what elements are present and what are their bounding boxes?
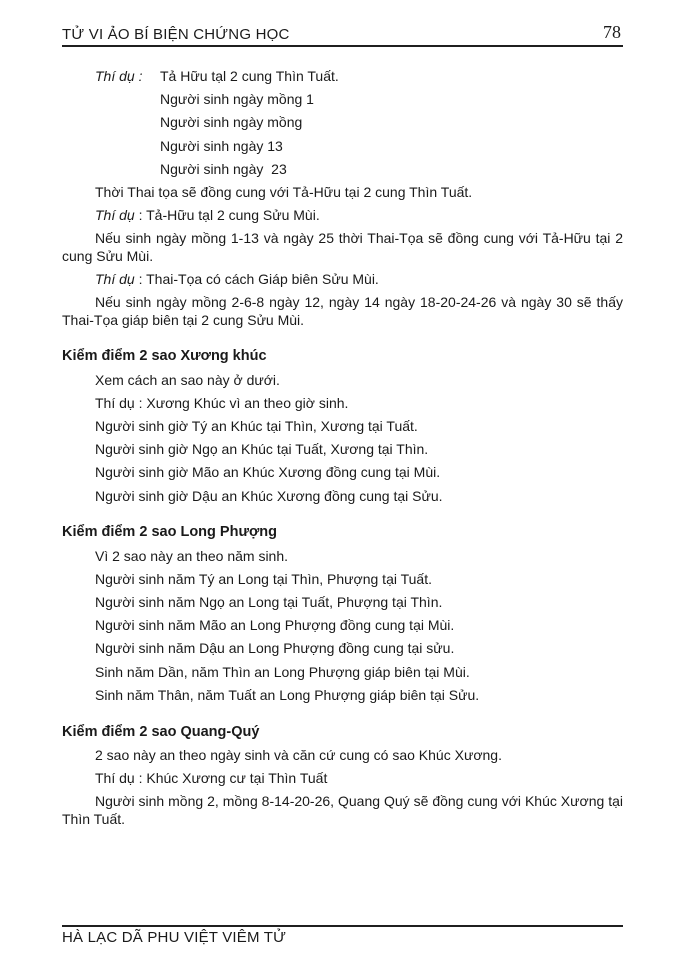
example-text: : Thai-Tọa có cách Giáp biên Sửu Mùi.	[134, 271, 379, 288]
page-content	[62, 64, 623, 834]
page-number: 78	[603, 22, 621, 42]
section-heading: Kiểm điểm 2 sao Xương khúc	[62, 348, 267, 365]
example-text: : Tả-Hữu tạl 2 cung Sửu Mùi.	[134, 207, 320, 224]
example-line	[62, 207, 623, 224]
paragraph: Xem cách an sao này ở dưới.	[95, 371, 280, 388]
paragraph: Thí dụ : Xương Khúc vì an theo giờ sinh.	[95, 394, 349, 411]
list-item: Người sinh ngày mồng	[160, 114, 303, 131]
section-heading: Kiểm điểm 2 sao Quang-Quý	[62, 723, 260, 740]
paragraph-line: Thìn Tuất.	[62, 810, 126, 827]
paragraph-line: Người sinh mồng 2, mồng 8-14-20-26, Quang Quý sẽ đồng cung với Khúc Xương tại	[95, 793, 623, 810]
paragraph: Người sinh năm Mão an Long Phượng đồng cung tại Mùi.	[95, 617, 455, 634]
paragraph: Người sinh năm Dậu an Long Phượng đồng cung tại sửu.	[95, 640, 455, 657]
paragraph: Người sinh giờ Dậu an Khúc Xương đồng cung tại Sửu.	[95, 487, 443, 504]
paragraph: 2 sao này an theo ngày sinh và căn cứ cung có sao Khúc Xương.	[95, 746, 502, 763]
paragraph: Người sinh giờ Tý an Khúc tại Thìn, Xương tại Tuất.	[95, 418, 418, 435]
example-label: Thí dụ	[95, 271, 135, 288]
list-item: Người sinh ngày 13	[160, 137, 283, 154]
paragraph	[62, 793, 623, 828]
example-line	[62, 271, 623, 288]
paragraph: Người sinh năm Tý an Long tại Thìn, Phượng tại Tuất.	[95, 570, 432, 587]
paragraph: Sinh năm Thân, năm Tuất an Long Phượng giáp biên tại Sửu.	[95, 686, 480, 703]
list-item: Người sinh ngày mồng 1	[160, 91, 314, 108]
paragraph: Người sinh giờ Ngọ an Khúc tại Tuất, Xương tại Thìn.	[95, 441, 429, 458]
paragraph: Người sinh giờ Mão an Khúc Xương đồng cung tại Mùi.	[95, 464, 441, 481]
example-label: Thí dụ	[95, 207, 135, 224]
paragraph: Thời Thai tọa sẽ đồng cung với Tả-Hữu tại 2 cung Thìn Tuất.	[95, 184, 473, 201]
footer-rule	[62, 925, 623, 927]
paragraph: Vì 2 sao này an theo năm sinh.	[95, 547, 289, 564]
paragraph: Người sinh năm Ngọ an Long tại Tuất, Phượng tại Thìn.	[95, 594, 443, 611]
example-label: Thí dụ :	[95, 68, 143, 84]
header-rule	[62, 45, 623, 47]
example-line	[62, 68, 623, 85]
paragraph-line: Thai-Tọa giáp biên tại 2 cung Sửu Mùi.	[62, 311, 305, 328]
example-text: Tả Hữu tạl 2 cung Thìn Tuất.	[160, 68, 339, 84]
paragraph: Thí dụ : Khúc Xương cư tại Thìn Tuất	[95, 770, 328, 787]
paragraph-line: cung Sửu Mùi.	[62, 247, 154, 264]
paragraph	[62, 230, 623, 265]
paragraph: Sinh năm Dần, năm Thìn an Long Phượng giáp biên tại Mùi.	[95, 663, 470, 680]
section-heading: Kiểm điểm 2 sao Long Phượng	[62, 524, 277, 541]
author-footer: HÀ LẠC DÃ PHU VIỆT VIÊM TỬ	[62, 929, 287, 946]
paragraph	[62, 294, 623, 329]
page-header	[62, 22, 623, 46]
paragraph-line: Nếu sinh ngày mồng 2-6-8 ngày 12, ngày 14 ngày 18-20-24-26 và ngày 30 sẽ thấy	[95, 294, 623, 311]
book-title: TỬ VI ẢO BÍ BIỆN CHỨNG HỌC	[62, 26, 290, 43]
list-item: Người sinh ngày 23	[160, 160, 287, 177]
paragraph-line: Nếu sinh ngày mồng 1-13 và ngày 25 thời Thai-Tọa sẽ đồng cung với Tả-Hữu tại 2	[95, 230, 623, 247]
